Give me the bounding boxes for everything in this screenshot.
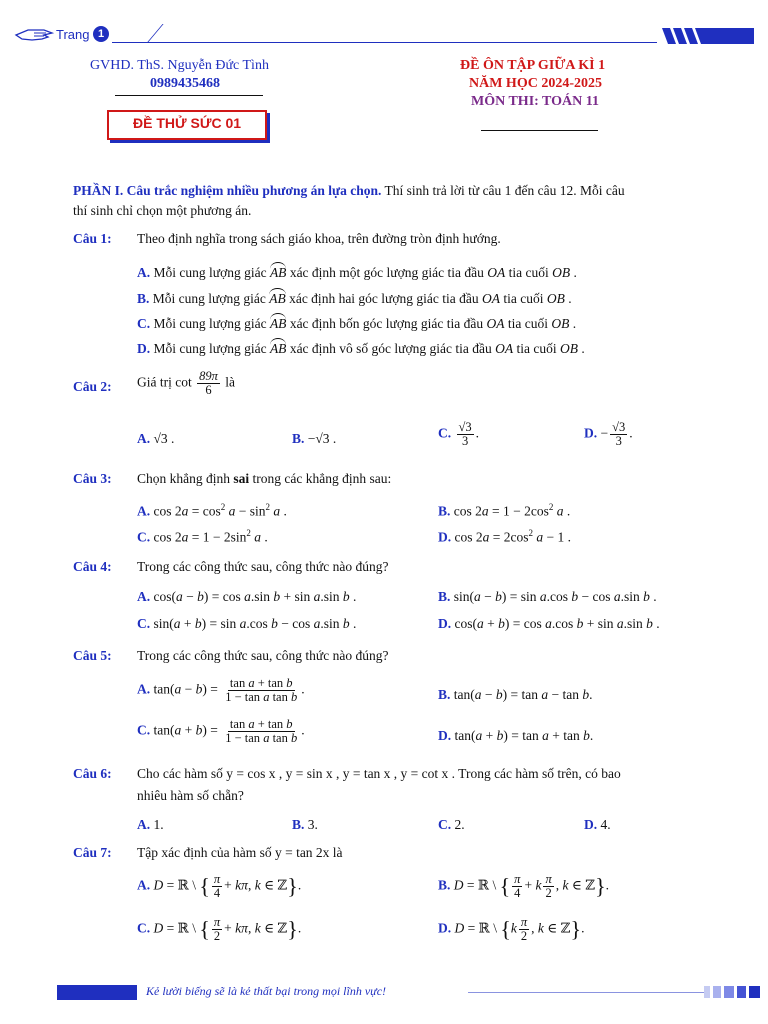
question-1-label: Câu 1: bbox=[73, 231, 112, 246]
question-1-option-c[interactable]: C. Mỗi cung lượng giác AB xác định bốn góc lượng giác tia đầu OA tia cuối OB . bbox=[137, 316, 577, 331]
school-year: NĂM HỌC 2024-2025 bbox=[469, 76, 602, 91]
question-2-option-b[interactable]: B. −√3 . bbox=[292, 431, 337, 446]
question-4-option-a[interactable]: A. cos(a − b) = cos a.sin b + sin a.sin b . bbox=[137, 589, 357, 604]
exam-title: ĐỀ ÔN TẬP GIỮA KÌ 1 bbox=[460, 58, 606, 73]
hand-pointer-icon bbox=[14, 26, 56, 44]
question-7-label: Câu 7: bbox=[73, 845, 112, 860]
header-right-rule bbox=[481, 130, 598, 131]
subject: MÔN THI: TOÁN 11 bbox=[471, 94, 599, 109]
question-3-option-c[interactable]: C. $\cos 2a = 1 - 2\sin^2$ a . bbox=[137, 528, 268, 545]
question-3-label: Câu 3: bbox=[73, 471, 112, 486]
footer-bar bbox=[57, 985, 137, 1000]
footer-rule bbox=[468, 992, 706, 993]
question-7-option-b[interactable]: B. D = ℝ \ { $\frac{\pi}{4}$ + k $\frac{\pi}{2}$ , k ∈ ℤ}. bbox=[438, 872, 609, 901]
question-5-option-b[interactable]: B. tan(a − b) = tan a − tan b. bbox=[438, 687, 593, 702]
header-stripes bbox=[662, 28, 754, 44]
exam-box-label: ĐỀ THỬ SỨC 01 bbox=[132, 115, 242, 131]
part-instructions-line2: thí sinh chỉ chọn một phương án. bbox=[73, 203, 252, 218]
question-5-option-a[interactable]: A. tan(a − b) = $\frac{\text{tan a + tan b}}{\text{1 − tan a tan b}}$ . bbox=[137, 676, 305, 705]
header-curve bbox=[107, 24, 163, 42]
question-6-text-line2: nhiêu hàm số chẵn? bbox=[137, 788, 244, 803]
question-2-option-c[interactable]: C. $\frac{√3}{3}$ . bbox=[438, 420, 479, 449]
question-4-option-c[interactable]: C. sin(a + b) = sin a.cos b − cos a.sin b . bbox=[137, 616, 357, 631]
question-4-text: Trong các công thức sau, công thức nào đúng? bbox=[137, 559, 389, 574]
question-5-option-d[interactable]: D. tan(a + b) = tan a + tan b. bbox=[438, 728, 594, 743]
question-2-option-d[interactable]: D. − $\frac{√3}{3}$ . bbox=[584, 420, 633, 449]
question-4-label: Câu 4: bbox=[73, 559, 112, 574]
question-2-label: Câu 2: bbox=[73, 379, 112, 394]
question-6-option-b[interactable]: B. 3. bbox=[292, 817, 318, 832]
question-4-option-b[interactable]: B. sin(a − b) = sin a.cos b − cos a.sin b . bbox=[438, 589, 657, 604]
footer-motto: Kẻ lười biếng sẽ là kẻ thất bại trong mọi lĩnh vực! bbox=[146, 984, 387, 998]
question-3-option-d[interactable]: D. $\cos 2a = 2\cos^2$ a − 1 . bbox=[438, 528, 571, 545]
question-2-option-a[interactable]: A. √3 . bbox=[137, 431, 175, 446]
question-7-option-a[interactable]: A. D = ℝ \ { $\frac{\pi}{4}$ + kπ, k ∈ ℤ}. bbox=[137, 872, 302, 901]
question-2-fraction: $\frac{89\pi}{6}$ bbox=[199, 369, 218, 398]
question-2-text: Giá trị cot $\frac{89\pi}{6}$ là bbox=[137, 369, 235, 398]
page-label: Trang bbox=[56, 27, 90, 42]
header-rule bbox=[112, 42, 657, 43]
question-6-option-c[interactable]: C. 2. bbox=[438, 817, 465, 832]
question-6-label: Câu 6: bbox=[73, 766, 112, 781]
teacher-phone: 0989435468 bbox=[150, 76, 220, 91]
question-6-option-d[interactable]: D. 4. bbox=[584, 817, 611, 832]
question-3-option-b[interactable]: B. $\cos 2a = 1 - 2\cos^2$ a . bbox=[438, 502, 571, 519]
question-3-option-a[interactable]: A. $\cos 2a = \cos^2 a - \sin^2 a$ . bbox=[137, 502, 287, 519]
question-5-label: Câu 5: bbox=[73, 648, 112, 663]
part-intro bbox=[73, 183, 723, 199]
question-7-option-c[interactable]: C. D = ℝ \ { $\frac{\pi}{2}$ + kπ, k ∈ ℤ}. bbox=[137, 915, 302, 944]
question-6-option-a[interactable]: A. 1. bbox=[137, 817, 164, 832]
question-1-option-d[interactable]: D. Mỗi cung lượng giác AB xác định vô số góc lượng giác tia đầu OA tia cuối OB . bbox=[137, 341, 585, 356]
part-instructions: Thí sinh trả lời từ câu 1 đến câu 12. Mỗi câu bbox=[381, 183, 625, 198]
question-7-option-d[interactable]: D. D = ℝ \ {k $\frac{\pi}{2}$ , k ∈ ℤ}. bbox=[438, 915, 585, 944]
question-5-text: Trong các công thức sau, công thức nào đúng? bbox=[137, 648, 389, 663]
question-4-option-d[interactable]: D. cos(a + b) = cos a.cos b + sin a.sin b . bbox=[438, 616, 660, 631]
header-left-rule bbox=[115, 95, 263, 96]
question-1-option-a[interactable]: A. Mỗi cung lượng giác AB xác định một góc lượng giác tia đầu OA tia cuối OB . bbox=[137, 265, 577, 280]
part-label: PHẦN I. Câu trắc nghiệm nhiều phương án lựa chọn. bbox=[73, 183, 382, 198]
teacher-name: GVHD. ThS. Nguyễn Đức Tình bbox=[90, 58, 269, 73]
question-5-option-c[interactable]: C. tan(a + b) = $\frac{\text{tan a + tan b}}{\text{1 − tan a tan b}}$ . bbox=[137, 717, 305, 746]
page-number: 1 bbox=[93, 26, 109, 42]
question-1-option-b[interactable]: B. Mỗi cung lượng giác AB xác định hai góc lượng giác tia đầu OA tia cuối OB . bbox=[137, 291, 572, 306]
footer-blocks bbox=[704, 986, 760, 998]
question-3-text: Chọn khẳng định sai trong các khẳng định sau: bbox=[137, 471, 392, 486]
question-6-text: Cho các hàm số y = cos x , y = sin x , y = tan x , y = cot x . Trong các hàm số trên, có bao bbox=[137, 766, 621, 781]
question-7-text: Tập xác định của hàm số y = tan 2x là bbox=[137, 845, 343, 860]
question-1-text: Theo định nghĩa trong sách giáo khoa, trên đường tròn định hướng. bbox=[137, 231, 501, 246]
